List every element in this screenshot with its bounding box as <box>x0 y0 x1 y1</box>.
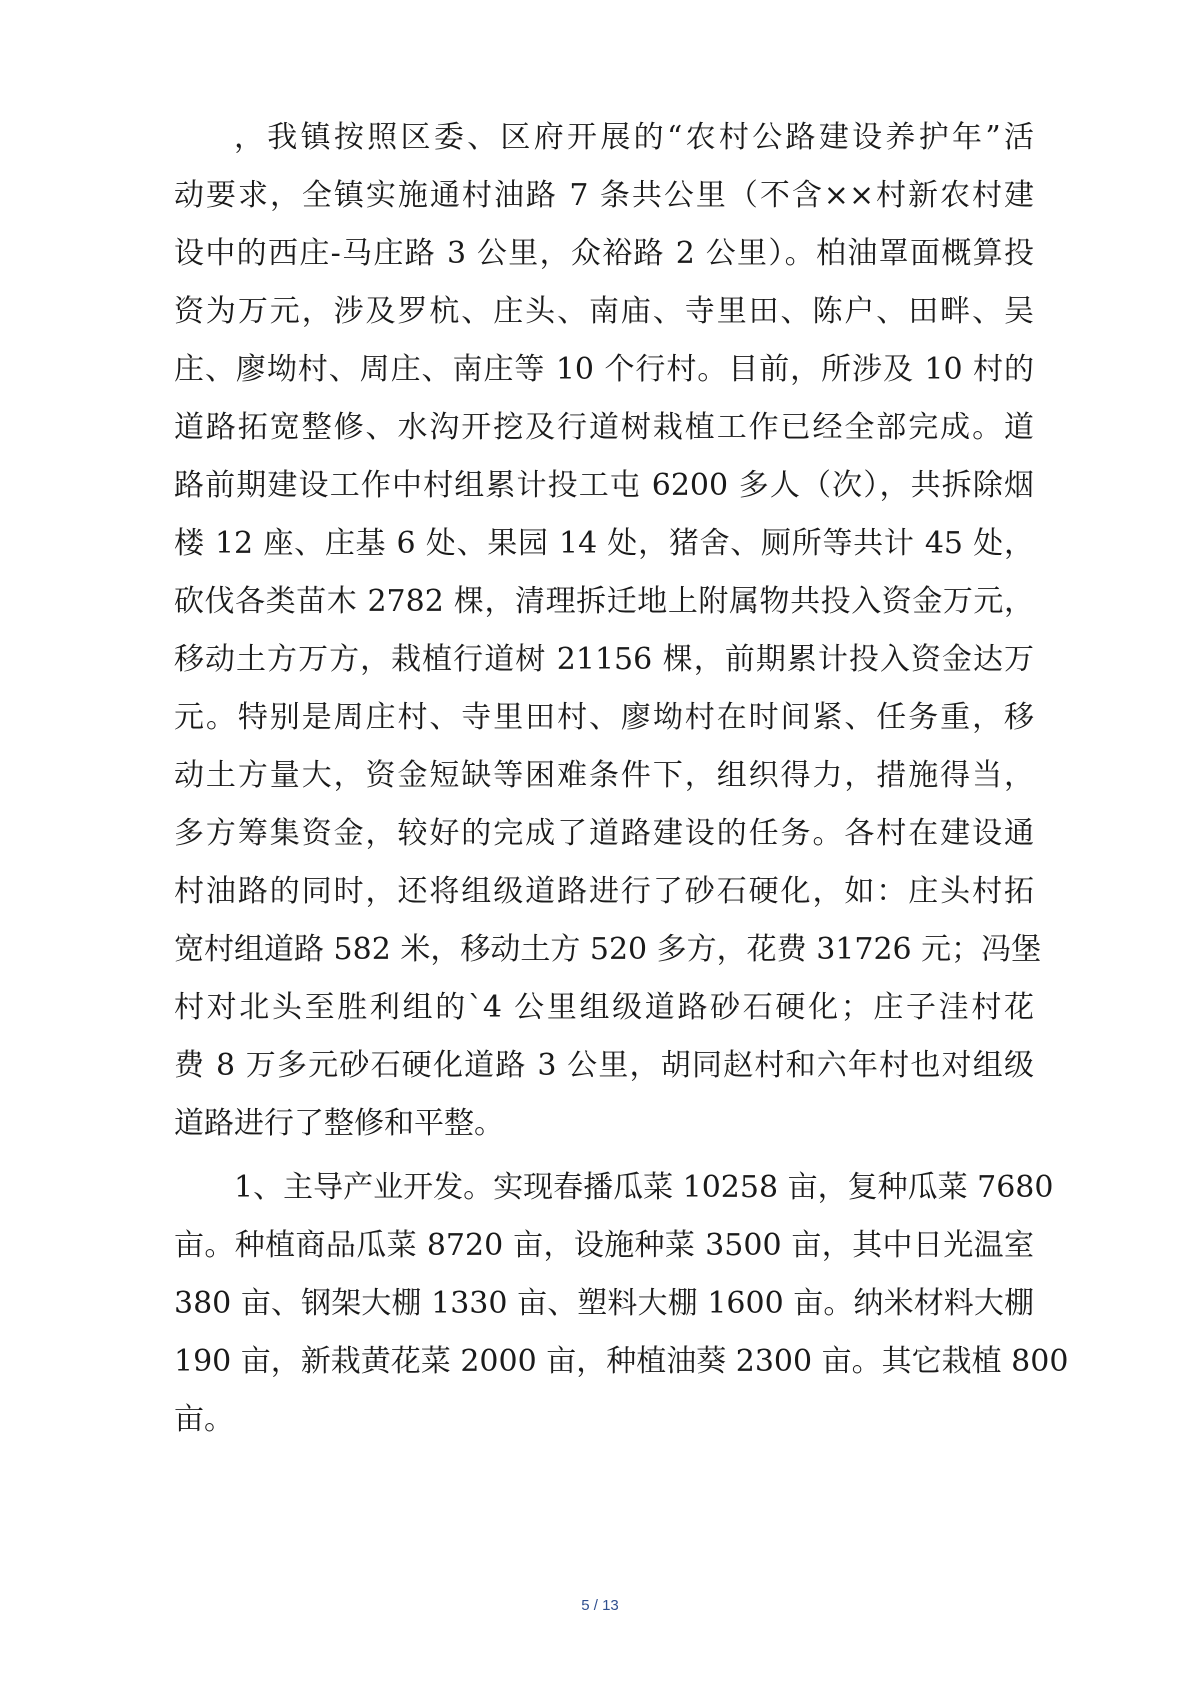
paragraph-1-line-7: 路前期建设工作中村组累计投工屯 6200 多人（次），共拆除烟 <box>174 468 1034 503</box>
paragraph-1-line-4: 资为万元，涉及罗杭、庄头、南庙、寺里田、陈户、田畔、吴 <box>174 294 1034 329</box>
paragraph-1-line-11: 元。特别是周庄村、寺里田村、廖坳村在时间紧、任务重，移 <box>174 700 1034 735</box>
paragraph-1-line-13: 多方筹集资金，较好的完成了道路建设的任务。各村在建设通 <box>174 816 1034 851</box>
paragraph-1-line-10: 移动土方万方，栽植行道树 21156 棵，前期累计投入资金达万 <box>174 642 1034 677</box>
paragraph-1-line-1: ，我镇按照区委、区府开展的“农村公路建设养护年”活 <box>234 120 1034 155</box>
paragraph-1-line-6: 道路拓宽整修、水沟开挖及行道树栽植工作已经全部完成。道 <box>174 410 1034 445</box>
paragraph-1-line-14: 村油路的同时，还将组级道路进行了砂石硬化，如：庄头村拓 <box>174 874 1034 909</box>
paragraph-2-line-5: 亩。 <box>174 1402 234 1437</box>
page-number: 5 / 13 <box>581 1597 619 1614</box>
paragraph-2-line-4: 190 亩，新栽黄花菜 2000 亩，种植油葵 2300 亩。其它栽植 800 <box>174 1344 1069 1379</box>
paragraph-1-line-17: 费 8 万多元砂石硬化道路 3 公里，胡同赵村和六年村也对组级 <box>174 1048 1034 1083</box>
paragraph-2-line-1: 1、主导产业开发。实现春播瓜菜 10258 亩，复种瓜菜 7680 <box>234 1170 1054 1205</box>
paragraph-1-line-15: 宽村组道路 582 米，移动土方 520 多方，花费 31726 元；冯堡 <box>174 932 1042 967</box>
paragraph-1-line-2: 动要求，全镇实施通村油路 7 条共公里（不含××村新农村建 <box>174 178 1034 213</box>
paragraph-1-line-18: 道路进行了整修和平整。 <box>174 1106 504 1141</box>
paragraph-1-line-9: 砍伐各类苗木 2782 棵，清理拆迁地上附属物共投入资金万元， <box>174 584 1034 619</box>
paragraph-2-line-3: 380 亩、钢架大棚 1330 亩、塑料大棚 1600 亩。纳米材料大棚 <box>174 1286 1034 1321</box>
paragraph-2-line-2: 亩。种植商品瓜菜 8720 亩，设施种菜 3500 亩，其中日光温室 <box>174 1228 1034 1263</box>
paragraph-1-line-3: 设中的西庄-马庄路 3 公里，众裕路 2 公里）。柏油罩面概算投 <box>174 236 1034 271</box>
paragraph-1-line-16: 村对北头至胜利组的`4 公里组级道路砂石硬化；庄子洼村花 <box>174 990 1034 1025</box>
paragraph-1-line-12: 动土方量大，资金短缺等困难条件下，组织得力，措施得当， <box>174 758 1034 793</box>
paragraph-1-line-5: 庄、廖坳村、周庄、南庄等 10 个行村。目前，所涉及 10 村的 <box>174 352 1034 387</box>
paragraph-1-line-8: 楼 12 座、庄基 6 处、果园 14 处，猪舍、厕所等共计 45 处， <box>174 526 1034 561</box>
